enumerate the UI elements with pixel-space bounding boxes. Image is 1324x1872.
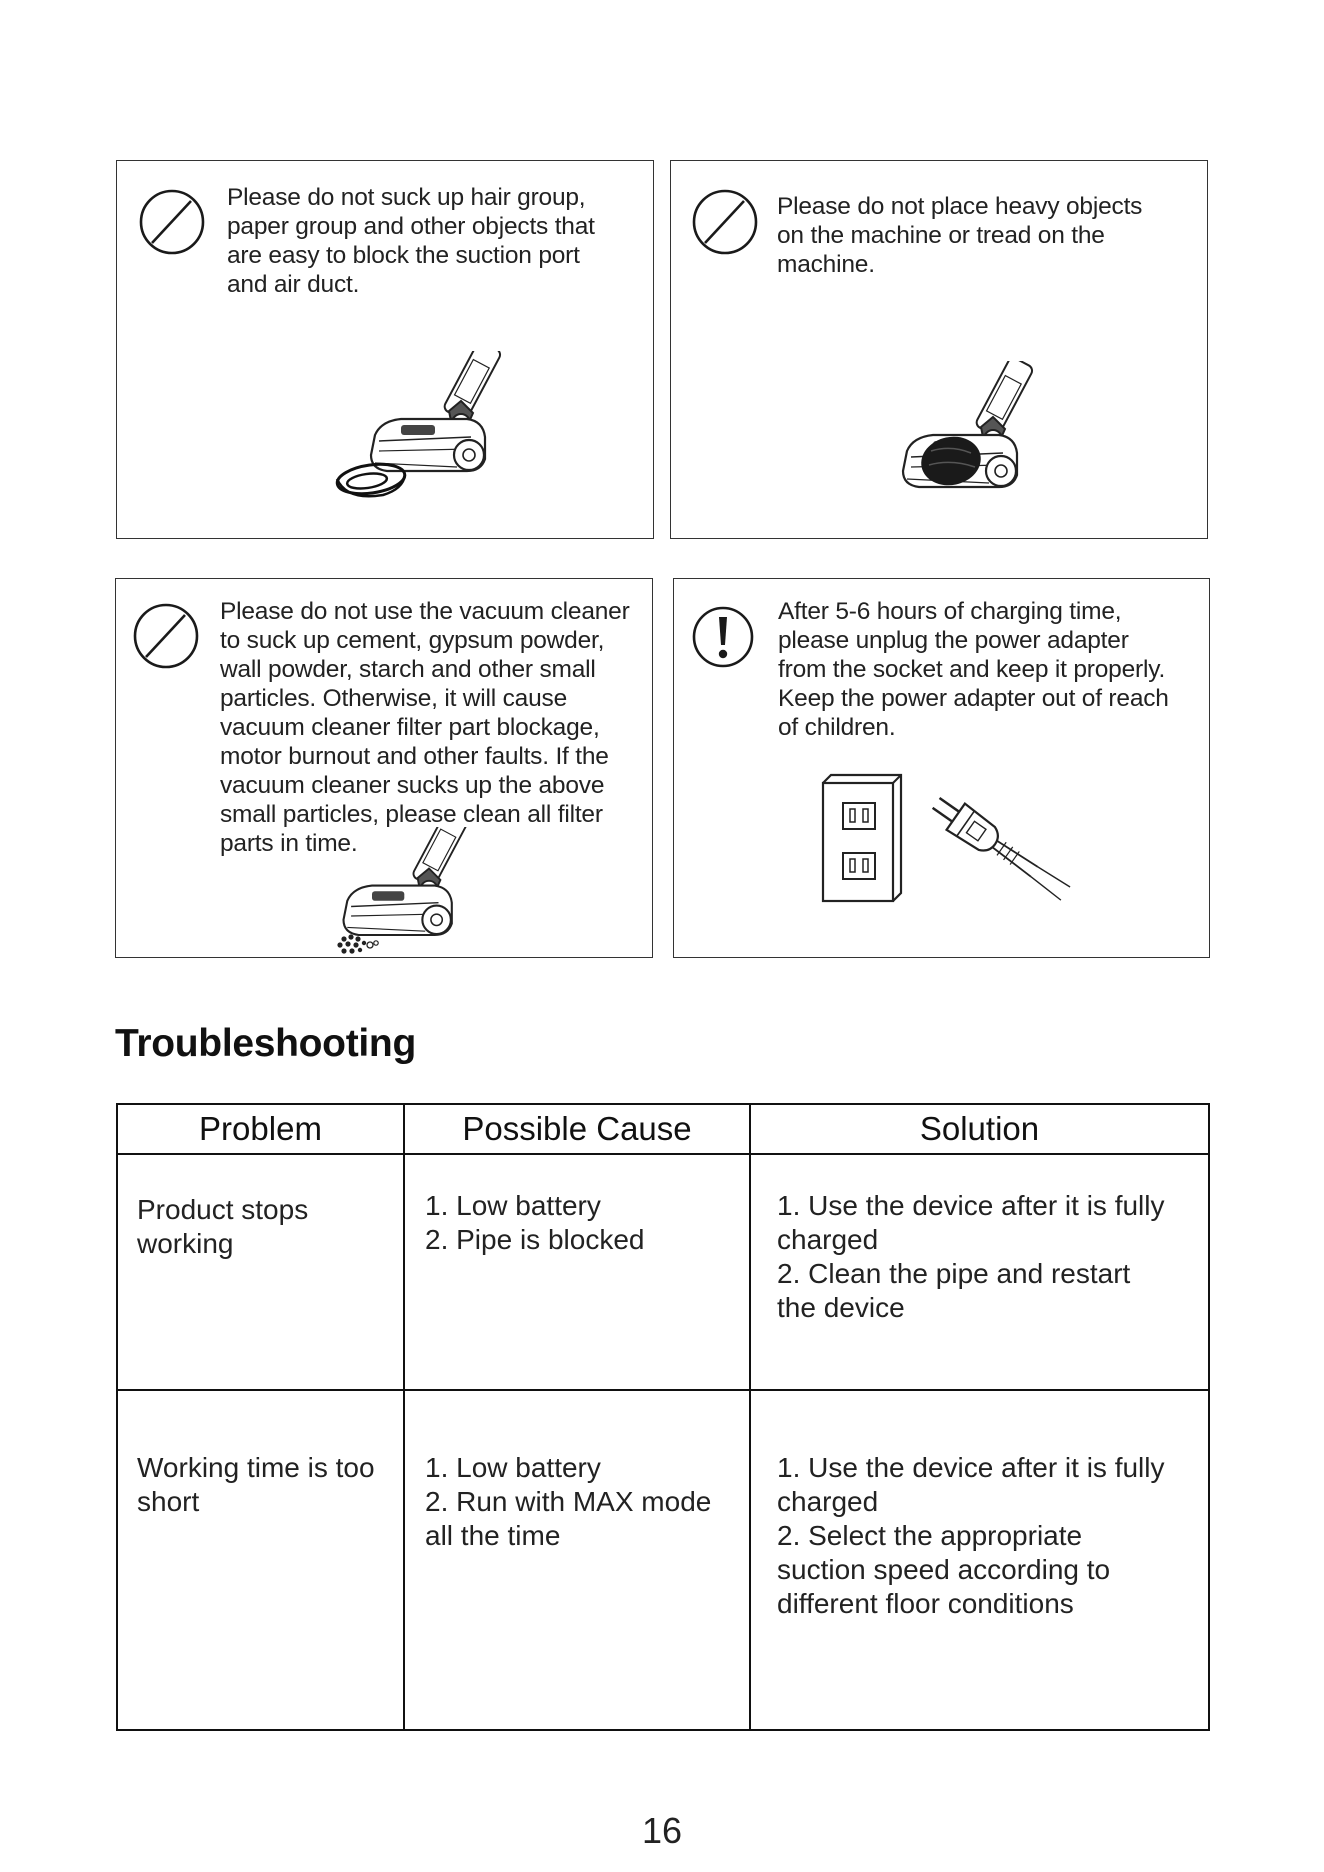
cell-line: working <box>137 1228 234 1259</box>
cell-line: 2. Run with MAX mode <box>425 1486 712 1517</box>
cell-line: 2. Pipe is blocked <box>425 1224 645 1255</box>
cell-line: different floor conditions <box>777 1588 1074 1619</box>
vacuum-with-hair-clump-icon <box>327 351 527 521</box>
prohibited-icon <box>692 189 758 255</box>
warning-text-line: vacuum cleaner filter part blockage, <box>220 714 600 741</box>
cell-line: Working time is too <box>137 1452 375 1483</box>
warning-text-line: particles. Otherwise, it will cause <box>220 685 568 712</box>
warning-text-line: parts in time. <box>220 830 358 857</box>
warning-text-line: Please do not suck up hair group, <box>227 184 586 211</box>
solution-cell <box>750 1390 1209 1730</box>
cell-line: 1. Low battery <box>425 1452 601 1483</box>
cell-line: 2. Clean the pipe and restart <box>777 1258 1131 1289</box>
prohibited-icon <box>133 603 199 669</box>
table-header-row <box>117 1104 1209 1154</box>
vacuum-with-small-particles-icon <box>326 827 476 957</box>
warning-text-line: wall powder, starch and other small <box>220 656 596 683</box>
warning-text-line: vacuum cleaner sucks up the above <box>220 772 605 799</box>
cell-line: 1. Low battery <box>425 1190 601 1221</box>
warning-text <box>227 183 595 299</box>
cell-line: Product stops <box>137 1194 309 1225</box>
troubleshooting-table <box>116 1103 1210 1731</box>
cell-line: 2. Select the appropriate <box>777 1520 1083 1551</box>
column-header-problem: Problem <box>117 1104 404 1154</box>
cell-line: charged <box>777 1224 879 1255</box>
column-header-possible-cause: Possible Cause <box>404 1104 750 1154</box>
column-header-solution: Solution <box>750 1104 1209 1154</box>
cell-line: 1. Use the device after it is fully <box>777 1190 1165 1221</box>
cell-line: the device <box>777 1292 905 1323</box>
warning-panel-charging <box>673 578 1210 958</box>
warning-text <box>220 597 630 858</box>
warning-text-line: of children. <box>778 714 896 741</box>
section-heading: Troubleshooting <box>115 1022 416 1065</box>
warning-text <box>778 597 1169 742</box>
problem-cell <box>117 1390 404 1730</box>
warning-text-line: on the machine or tread on the <box>777 222 1105 249</box>
vacuum-with-heavy-object-icon <box>881 361 1051 521</box>
page-number: 16 <box>641 1810 683 1851</box>
socket-and-plug-icon <box>819 769 1079 909</box>
warning-panel-small-particles <box>115 578 653 958</box>
cell-line: suction speed according to <box>777 1554 1111 1585</box>
cell-line: charged <box>777 1486 879 1517</box>
table-row <box>117 1390 1209 1730</box>
warning-text-line: Please do not place heavy objects <box>777 193 1143 220</box>
exclamation-icon <box>692 605 754 669</box>
warning-text-line: to suck up cement, gypsum powder, <box>220 627 605 654</box>
warning-text <box>777 192 1142 279</box>
warning-text-line: Keep the power adapter out of reach <box>778 685 1169 712</box>
warning-text-line: motor burnout and other faults. If the <box>220 743 609 770</box>
warning-text-line: and air duct. <box>227 271 360 298</box>
warning-text-line: Please do not use the vacuum cleaner <box>220 598 630 625</box>
cell-line: short <box>137 1486 200 1517</box>
warning-text-line: After 5-6 hours of charging time, <box>778 598 1122 625</box>
cause-cell <box>404 1390 750 1730</box>
warning-text-line: paper group and other objects that <box>227 213 595 240</box>
warning-text-line: small particles, please clean all filter <box>220 801 603 828</box>
warning-panel-heavy-objects <box>670 160 1208 539</box>
warning-text-line: machine. <box>777 251 875 278</box>
cell-line: 1. Use the device after it is fully <box>777 1452 1165 1483</box>
prohibited-icon <box>139 189 205 255</box>
problem-cell <box>117 1154 404 1390</box>
solution-cell <box>750 1154 1209 1390</box>
warning-panel-hair-paper <box>116 160 654 539</box>
warning-text-line: from the socket and keep it properly. <box>778 656 1166 683</box>
table-row <box>117 1154 1209 1390</box>
warning-text-line: are easy to block the suction port <box>227 242 580 269</box>
warning-text-line: please unplug the power adapter <box>778 627 1129 654</box>
cause-cell <box>404 1154 750 1390</box>
cell-line: all the time <box>425 1520 561 1551</box>
